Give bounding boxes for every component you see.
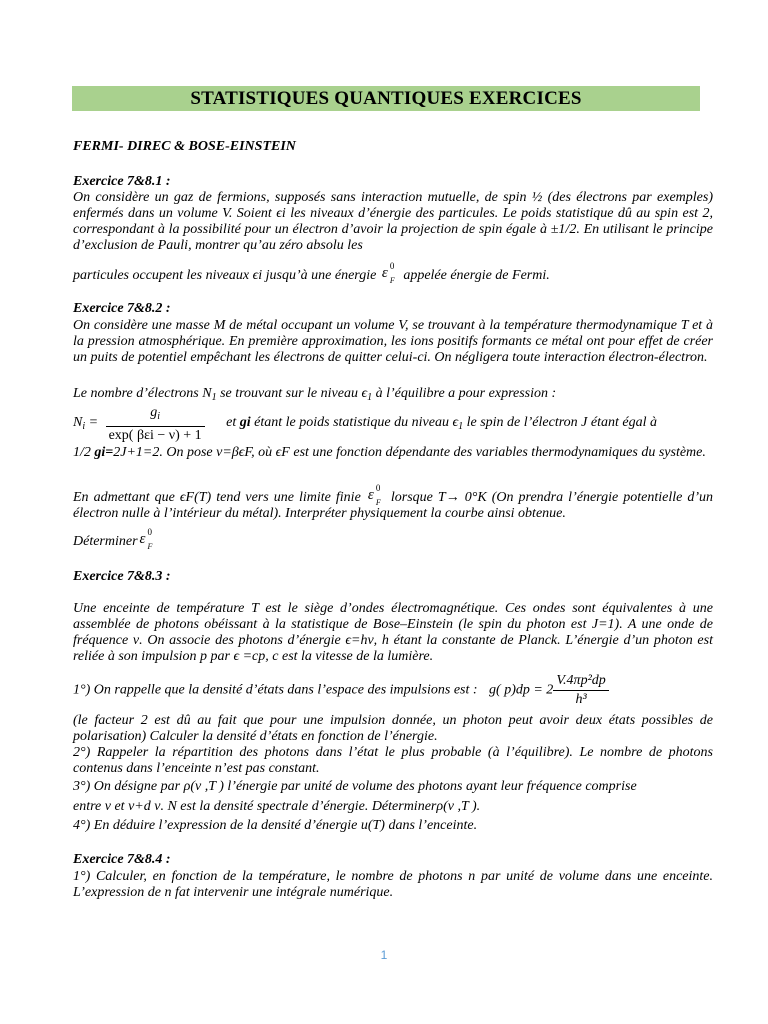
occupation-formula-line (73, 404, 713, 445)
exercise-1-last-line-start: particules occupent les niveaux ϵi jusqu’à une énergie (73, 268, 377, 283)
num-g-sub: i (157, 411, 160, 422)
exercise-3-heading: Exercice 7&8.3 : (73, 569, 171, 584)
exercise-2-heading: Exercice 7&8.2 : (73, 301, 171, 316)
q3-b: l’énergie par unité de volume des photons ayant leur fréquence comprise (227, 779, 637, 794)
fermi-sub: F (389, 276, 395, 285)
half-a: 1/2 (73, 445, 95, 460)
density-numerator: V.4πp²dp (553, 672, 608, 691)
occupation-fraction (106, 404, 205, 445)
fermi-sup-2: 0 (375, 483, 381, 493)
page-number: 1 (380, 948, 388, 962)
line-n-mid: se trouvant sur le niveau ϵ (216, 386, 368, 401)
exercise-1-last-line-end: appelée énergie de Fermi. (403, 268, 550, 283)
exercise-3-q2: 2°) Rappeler la répartition des photons dans l’état le plus probable (à l’équilibre). Le nombre de photons contenus dans l’enceinte n’est pas constant. (73, 745, 713, 776)
density-denominator: h³ (575, 692, 587, 707)
exercise-3-q1-note: (le facteur 2 est dû au fait que pour une impulsion donnée, un photon peut avoir deux états possibles de polarisation) Calculer la densité d’états en fonction de l’énergie. (73, 713, 713, 744)
formula-lhs: $N_i$ = (73, 414, 99, 432)
exercise-3-q3-line1 (73, 779, 713, 795)
limit-b: lorsque T→ 0°K (On prendra l’énergie potentielle d’un électron nulle à l’intérieur du métal). Interpréter physiquement la courbe ainsi obtenue. (73, 490, 714, 521)
exercise-2-determine (73, 527, 713, 551)
exercise-4-text: 1°) Calculer, en fonction de la température, le nombre de photons n par unité de volume dans une enceinte. L’expression de n fat intervenir une intégrale numérique. (73, 869, 713, 900)
exercise-3-q3-line2 (73, 799, 713, 815)
formula-n: N (73, 414, 83, 430)
fermi-energy-symbol-3 (138, 527, 158, 551)
tail-sub: 1 (458, 420, 464, 432)
fermi-energy-symbol-2 (366, 483, 386, 507)
rho-symbol: ρ(ν ,T ) (183, 779, 224, 794)
fermi-sub-3: F (147, 542, 153, 551)
line-n-sub: 1 (211, 392, 217, 403)
section-heading: FERMI- DIREC & BOSE-EINSTEIN (73, 139, 296, 154)
fraction-denominator: exp( βεi − ν) + 1 (108, 428, 202, 443)
exercise-1-body: On considère un gaz de fermions, supposés sans interaction mutuelle, de spin ½ (des électrons par exemples) enfermés dans un volume V. Soient ϵi les niveaux d’énergie des particules. Le poids statistique dû au spin est 2, correspondant à la possibilité pour un électron d’avoir la projection de spin égale à ±1/2. En utilisant le principe d’exclusion de Pauli, montrer qu’au zéro absolu les (73, 190, 713, 253)
fermi-epsilon-2: ε (367, 487, 374, 503)
density-fraction (553, 672, 608, 709)
fermi-epsilon: ε (381, 265, 388, 281)
tail-a: et (226, 414, 240, 430)
q3-a: 3°) On désigne par (73, 779, 181, 794)
num-g: g (150, 405, 158, 420)
title-banner (72, 86, 700, 111)
density-formula (489, 672, 609, 709)
rho-symbol-2: ρ(ν ,T ) (436, 799, 477, 814)
fermi-sup-3: 0 (147, 527, 153, 537)
q3-end: . (476, 799, 481, 814)
exercise-4-heading: Exercice 7&8.4 : (73, 852, 171, 867)
fermi-epsilon-3: ε (139, 531, 146, 547)
page-title: STATISTIQUES QUANTIQUES EXERCICES (190, 88, 582, 109)
line-n-sub2: 1 (367, 392, 373, 403)
tail-c: le spin de l’électron J étant égal à (463, 414, 657, 430)
exercise-1-heading: Exercice 7&8.1 : (73, 174, 171, 189)
determine-label: Déterminer (73, 534, 138, 549)
fermi-sup: 0 (389, 261, 395, 271)
formula-tail (226, 414, 657, 436)
formula-n-sub: i (82, 420, 86, 432)
exercise-2-text: On considère une masse M de métal occupant un volume V, se trouvant à la température thermodynamique T et à la pression atmosphérique. En première approximation, les ions positifs formants ce métal ont pour effet de créer un puits de potentiel empêchant les électrons de quitter celui-ci. On négligera toute interaction électron-électron. (73, 318, 713, 365)
line-n-a: Le nombre d’électrons N (73, 386, 212, 401)
exercise-1-text (73, 190, 713, 254)
density-lhs: g( p)dp = 2 (489, 682, 554, 698)
fermi-sub-2: F (375, 498, 381, 507)
exercise-2-limit (73, 483, 714, 522)
tail-gi: gi (239, 414, 251, 430)
limit-a: En admettant que ϵF(T) tend vers une limite finie (73, 490, 361, 505)
exercise-1-last-line (73, 261, 713, 285)
fermi-energy-symbol (380, 261, 400, 285)
fraction-numerator (106, 404, 205, 427)
exercise-2-line-n (73, 386, 713, 406)
exercise-2-half-line (73, 445, 713, 461)
half-gi: gi= (94, 445, 114, 460)
q3-c: entre ν et ν+d ν. N est la densité spectrale d’énergie. Déterminer (73, 799, 437, 814)
exercise-3-q4: 4°) En déduire l’expression de la densité d’énergie u(T) dans l’enceinte. (73, 818, 478, 833)
exercise-3-q1 (73, 672, 713, 709)
half-rest: 2J+1=2. On pose ν=βϵF, où ϵF est une fonction dépendante des variables thermodynamiques du système. (113, 445, 706, 460)
line-n-end: à l’équilibre a pour expression : (372, 386, 557, 401)
q1-text: 1°) On rappelle que la densité d’états dans l’espace des impulsions est : (73, 682, 478, 698)
exercise-3-text: Une enceinte de température T est le siège d’ondes électromagnétique. Ces ondes sont équivalentes à une assemblée de photons obéissant à la statistique de Bose–Einstein (le spin du photon est J=1). A une onde de fréquence ν. On associe des photons d’énergie ϵ=hν, h étant la constante de Planck. L’énergie d’un photon est reliée à son impulsion p par ϵ =cp, c est la vitesse de la lumière. (73, 601, 713, 664)
tail-b: étant le poids statistique du niveau ϵ (250, 414, 459, 430)
